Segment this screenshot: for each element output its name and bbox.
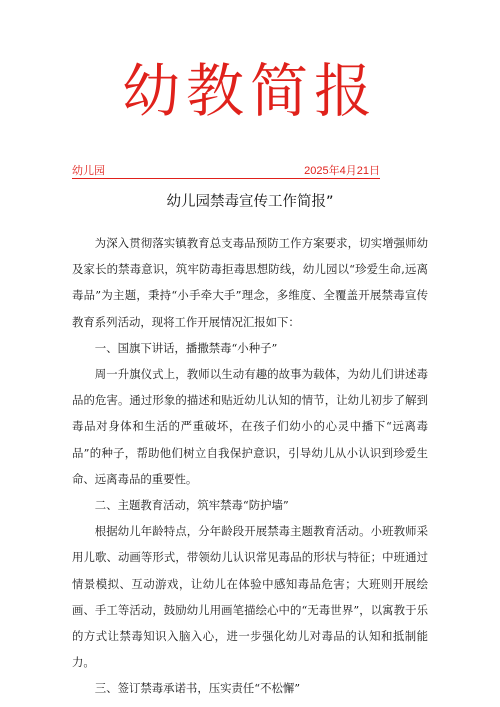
issue-date: 2025年4月21日 [304,165,380,177]
section-heading-3: 三、签订禁毒承诺书，压实责任“不松懈” [94,681,301,696]
section-paragraph-2: 根据幼儿年龄特点，分年龄段开展禁毒主题教育活动。小班教师采用儿歌、动画等形式，带领幼儿认识常见毒品的形状与特征；中班通过情景模拟、互动游戏，让幼儿在体验中感知毒品危害；大班则开展绘画、手工等活动，鼓励幼儿用画笔描绘心中的“无毒世界”，以寓教于乐的方式让禁毒知识入脑入心，进一步强化幼儿对毒品的认知和抵制能力。 [72,524,428,670]
report-body [72,230,428,702]
section-paragraph-1: 周一升旗仪式上，教师以生动有趣的故事为载体，为幼儿们讲述毒品的危害。通过形象的描述和贴近幼儿认知的情节，让幼儿初步了解到毒品对身体和生活的严重破坏，在孩子们幼小的心灵中播下“远离毒品”的种子，帮助他们树立自我保护意识，引导幼儿从小认识到珍爱生命、远离毒品的重要性。 [72,367,428,486]
report-headline: 幼儿园禁毒宣传工作简报” [166,194,334,210]
organization-name: 幼儿园 [72,165,105,177]
section-heading-2: 二、主题教育活动，筑牢禁毒“防护墙” [94,498,289,513]
meta-row [72,164,380,179]
masthead-title: 幼教简报 [121,57,378,125]
intro-paragraph: 为深入贯彻落实镇教育总支毒品预防工作方案要求，切实增强师幼及家长的禁毒意识，筑牢防毒拒毒思想防线，幼儿园以“珍爱生命,远离毒品”为主题，秉持“小手牵大手”理念，多维度、全覆盖开展禁毒宣传教育系列活动，现将工作开展情况汇报如下： [72,236,428,329]
section-heading-1: 一、国旗下讲话，播撒禁毒“小种子” [94,340,278,355]
